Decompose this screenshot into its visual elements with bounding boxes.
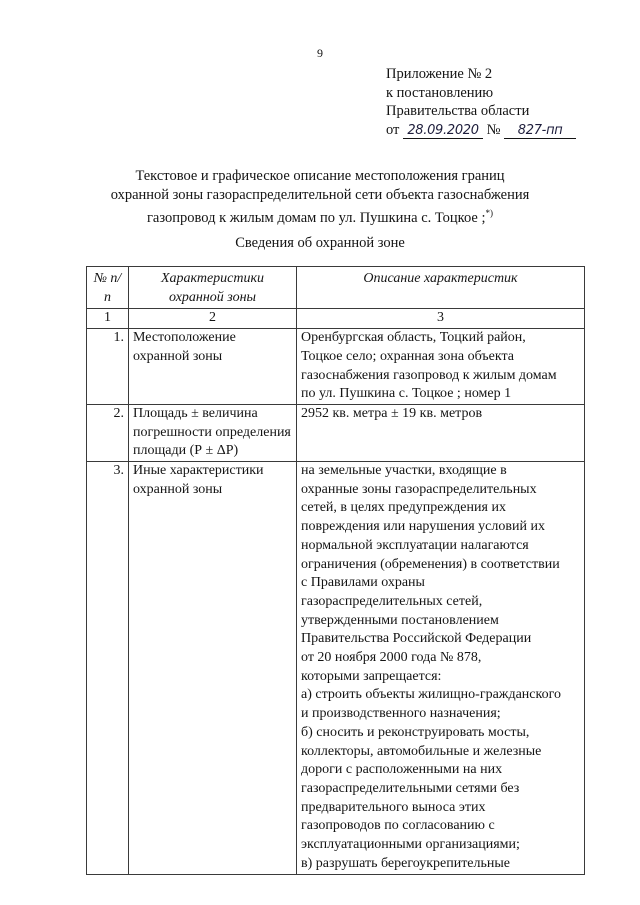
description-line: газораспределительными сетями без	[301, 780, 520, 796]
footnote-mark: *)	[485, 208, 494, 218]
row-num: 2.	[87, 404, 129, 461]
description-line: утвержденными постановлением	[301, 612, 499, 628]
description-line: которыми запрещается:	[301, 668, 442, 684]
appendix-line-3: Правительства области	[386, 103, 530, 119]
description-line: и производственного назначения;	[301, 706, 501, 722]
row-description	[297, 404, 585, 461]
description-line: с Правилами охраны	[301, 575, 425, 591]
description-line: в) разрушать берегоукрепительные	[301, 855, 511, 871]
row-num: 1.	[87, 329, 129, 405]
description-line: Тоцкое село; охранная зона объекта	[301, 348, 514, 364]
description-line: а) строить объекты жилищно-гражданского	[301, 687, 561, 703]
description-line: предварительного выноса этих	[301, 799, 486, 815]
date-field	[403, 123, 483, 139]
description-line: от 20 ноября 2000 года № 878,	[301, 650, 482, 666]
description-line: эксплуатационными организациями;	[301, 837, 520, 853]
header-characteristic: Характеристики охранной зоны	[129, 267, 297, 309]
row-description	[297, 462, 585, 874]
description-line: б) сносить и реконструировать мосты,	[301, 724, 530, 740]
row-description	[297, 329, 585, 405]
page-number: 9	[317, 46, 323, 60]
description-line: нормальной эксплуатации налагаются	[301, 537, 529, 553]
table-row-other	[87, 462, 585, 874]
index-cell-1: 1	[87, 309, 129, 329]
description-line: по ул. Пушкина с. Тоцкое ; номер 1	[301, 386, 512, 402]
row-num: 3.	[87, 462, 129, 874]
table-row-location	[87, 329, 585, 405]
table-row-area	[87, 404, 585, 461]
description-line: ограничения (обременения) в соответствии	[301, 556, 560, 572]
description-line: коллекторы, автомобильные и железные	[301, 743, 542, 759]
date-prefix: от	[386, 121, 400, 138]
number-handwritten: 827-пп	[517, 122, 563, 138]
title-line-1: Текстовое и графическое описание местоположения границ	[135, 168, 505, 184]
number-field	[504, 123, 576, 139]
header-description: Описание характеристик	[297, 267, 585, 309]
document-title	[0, 167, 640, 227]
description-line: на земельные участки, входящие в	[301, 463, 507, 479]
row-characteristic: Площадь ± величина погрешности определения площади (Р ± ΔР)	[129, 404, 297, 461]
row-characteristic: Местоположение охранной зоны	[129, 329, 297, 405]
index-cell-3: 3	[297, 309, 585, 329]
table-header-row	[87, 267, 585, 309]
description-line: Правительства Российской Федерации	[301, 631, 532, 647]
date-handwritten: 28.09.2020	[407, 122, 479, 138]
title-line-3	[0, 204, 640, 227]
description-line: газопроводов по согласованию с	[301, 818, 495, 834]
table-index-row	[87, 309, 585, 329]
description-line: газораспределительных сетей,	[301, 593, 483, 609]
description-line: повреждения или нарушения условий их	[301, 519, 545, 535]
header-num: № п/п	[87, 267, 129, 309]
section-subtitle: Сведения об охранной зоне	[235, 235, 405, 251]
description-line: 2952 кв. метра ± 19 кв. метров	[301, 405, 483, 421]
description-line: сетей, в целях предупреждения их	[301, 500, 506, 516]
description-line: дороги с расположенными на них	[301, 762, 503, 778]
number-prefix: №	[486, 121, 501, 138]
appendix-block	[386, 65, 576, 139]
title-line-2: охранной зоны газораспределительной сети объекта газоснабжения	[110, 186, 530, 203]
appendix-line-1: Приложение № 2	[386, 66, 493, 82]
title-line-3-text: газопровод к жилым домам по ул. Пушкина с. Тоцкое ;	[146, 209, 486, 226]
description-line: Оренбургская область, Тоцкий район,	[301, 330, 526, 346]
description-line: газоснабжения газопровод к жилым домам	[301, 367, 557, 383]
appendix-date-line	[386, 121, 576, 140]
row-characteristic: Иные характеристики охранной зоны	[129, 462, 297, 874]
appendix-line-2: к постановлению	[386, 84, 494, 101]
description-line: охранные зоны газораспределительных	[301, 481, 537, 497]
index-cell-2: 2	[129, 309, 297, 329]
protection-zone-table	[86, 266, 585, 875]
